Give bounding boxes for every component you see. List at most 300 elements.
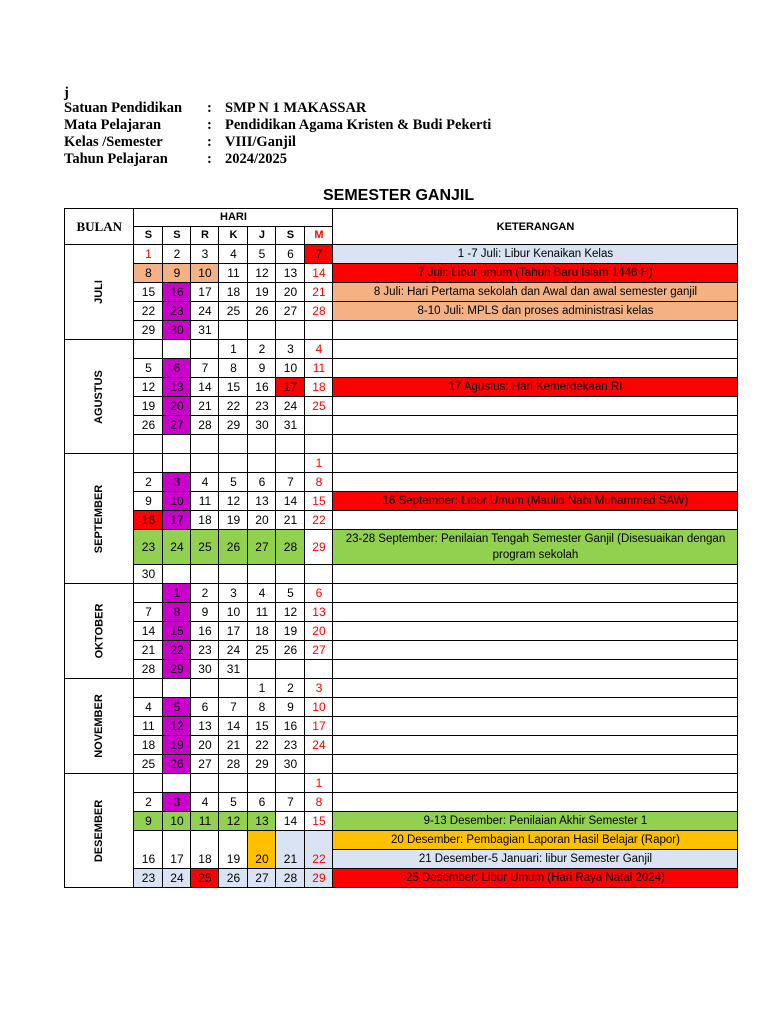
day-cell <box>219 321 248 340</box>
day-cell: 4 <box>305 340 333 359</box>
table-row <box>65 302 738 321</box>
day-cell <box>134 774 163 793</box>
table-row <box>65 473 738 492</box>
day-cell <box>191 831 219 869</box>
day-cell <box>276 565 305 584</box>
table-row <box>65 359 738 378</box>
header-value: SMP N 1 MAKASSAR <box>225 100 367 116</box>
day-cell: 19 <box>248 283 276 302</box>
table-row <box>65 397 738 416</box>
day-header: S <box>163 227 191 245</box>
day-cell: 4 <box>219 245 248 264</box>
day-cell <box>219 565 248 584</box>
day-cell <box>219 435 248 454</box>
day-cell: 14 <box>191 378 219 397</box>
day-cell: 22 <box>163 641 191 660</box>
note-cell <box>333 622 738 641</box>
bulan-header: BULAN <box>65 209 134 245</box>
day-cell <box>248 321 276 340</box>
day-cell: 19 <box>163 736 191 755</box>
note-cell <box>333 584 738 603</box>
note-cell <box>333 416 738 435</box>
table-row <box>65 416 738 435</box>
note-cell: 21 Desember-5 Januari: libur Semester Ganjil <box>333 850 738 869</box>
day-cell <box>276 660 305 679</box>
note-cell <box>333 321 738 340</box>
day-cell: 29 <box>134 321 163 340</box>
day-cell: 4 <box>248 584 276 603</box>
note-cell: 8 Juli: Hari Pertama sekolah dan Awal dan awal semester ganjil <box>333 283 738 302</box>
header-sep: : <box>207 100 212 116</box>
day-header: J <box>248 227 276 245</box>
table-row <box>65 565 738 584</box>
day-cell: 14 <box>276 492 305 511</box>
month-label <box>65 584 134 679</box>
day-cell: 29 <box>248 755 276 774</box>
day-cell: 5 <box>219 473 248 492</box>
day-cell: 5 <box>134 359 163 378</box>
hari-header: HARI <box>134 209 333 227</box>
day-cell <box>134 435 163 454</box>
note-cell <box>333 793 738 812</box>
table-row <box>65 340 738 359</box>
day-number: 17 <box>170 852 184 866</box>
note-cell <box>333 679 738 698</box>
day-cell: 25 <box>219 302 248 321</box>
header-marker: j <box>64 85 69 101</box>
table-row <box>65 831 738 850</box>
table-row <box>65 774 738 793</box>
day-cell <box>305 416 333 435</box>
day-cell: 1 <box>134 245 163 264</box>
month-name: JULI <box>93 280 106 304</box>
month-label <box>65 454 134 584</box>
day-cell: 28 <box>276 530 305 565</box>
header-sep: : <box>207 117 212 133</box>
header-label: Tahun Pelajaran <box>64 151 168 167</box>
day-cell: 23 <box>191 641 219 660</box>
day-cell: 21 <box>305 283 333 302</box>
day-cell <box>219 454 248 473</box>
day-cell: 27 <box>248 869 276 888</box>
header-row-mapel <box>64 117 491 134</box>
day-cell: 17 <box>191 283 219 302</box>
header-value: VIII/Ganjil <box>225 134 296 150</box>
day-cell: 13 <box>248 812 276 831</box>
day-cell: 8 <box>134 264 163 283</box>
note-cell <box>333 660 738 679</box>
day-cell: 10 <box>219 603 248 622</box>
day-cell: 17 <box>163 511 191 530</box>
day-cell: 12 <box>248 264 276 283</box>
month-label <box>65 679 134 774</box>
day-cell: 26 <box>163 755 191 774</box>
day-cell: 31 <box>191 321 219 340</box>
day-cell: 18 <box>305 378 333 397</box>
day-cell: 23 <box>134 530 163 565</box>
table-row <box>65 530 738 565</box>
day-cell <box>248 565 276 584</box>
day-cell: 19 <box>134 397 163 416</box>
day-cell <box>163 679 191 698</box>
day-cell: 30 <box>134 565 163 584</box>
day-cell: 10 <box>305 698 333 717</box>
day-cell: 14 <box>305 264 333 283</box>
day-cell: 27 <box>191 755 219 774</box>
header-sep: : <box>207 134 212 150</box>
note-cell: 16 September: Libur Umum (Maulid Nabi Muhammad SAW) <box>333 492 738 511</box>
day-cell <box>163 454 191 473</box>
day-cell: 30 <box>276 755 305 774</box>
table-row <box>65 755 738 774</box>
day-cell: 5 <box>276 584 305 603</box>
day-cell: 9 <box>276 698 305 717</box>
day-cell: 9 <box>163 264 191 283</box>
day-cell: 27 <box>163 416 191 435</box>
day-cell <box>134 679 163 698</box>
day-cell: 9 <box>248 359 276 378</box>
day-cell <box>163 831 191 869</box>
day-cell: 10 <box>191 264 219 283</box>
day-cell: 26 <box>219 869 248 888</box>
day-cell: 22 <box>134 302 163 321</box>
table-row <box>65 717 738 736</box>
header-value: Pendidikan Agama Kristen & Budi Pekerti <box>225 117 492 133</box>
note-cell <box>333 397 738 416</box>
day-cell: 7 <box>276 793 305 812</box>
table-row <box>65 660 738 679</box>
day-cell: 29 <box>305 869 333 888</box>
day-cell: 3 <box>276 340 305 359</box>
day-cell: 2 <box>163 245 191 264</box>
day-cell: 7 <box>191 359 219 378</box>
day-cell <box>163 565 191 584</box>
table-row <box>65 454 738 473</box>
day-cell: 29 <box>305 530 333 565</box>
day-cell: 21 <box>191 397 219 416</box>
day-number: 16 <box>141 852 156 866</box>
day-cell <box>276 321 305 340</box>
day-cell <box>305 435 333 454</box>
day-cell: 3 <box>305 679 333 698</box>
day-cell: 8 <box>163 603 191 622</box>
note-cell: 9-13 Desember: Penilaian Akhir Semester 1 <box>333 812 738 831</box>
day-cell: 2 <box>134 473 163 492</box>
day-cell: 15 <box>134 283 163 302</box>
day-cell <box>134 831 163 869</box>
table-row <box>65 492 738 511</box>
month-name: SEPTEMBER <box>93 484 106 553</box>
day-cell: 23 <box>134 869 163 888</box>
table-row <box>65 641 738 660</box>
table-row <box>65 435 738 454</box>
note-cell <box>333 603 738 622</box>
day-cell: 1 <box>219 340 248 359</box>
day-cell: 12 <box>134 378 163 397</box>
note-cell: 20 Desember: Pembagian Laporan Hasil Belajar (Rapor) <box>333 831 738 850</box>
day-cell: 24 <box>163 530 191 565</box>
day-cell <box>134 340 163 359</box>
day-cell: 8 <box>219 359 248 378</box>
day-cell: 30 <box>163 321 191 340</box>
day-cell: 11 <box>219 264 248 283</box>
day-cell: 28 <box>134 660 163 679</box>
note-cell <box>333 340 738 359</box>
day-cell: 26 <box>276 641 305 660</box>
table-row <box>65 793 738 812</box>
day-cell: 9 <box>134 492 163 511</box>
day-header: S <box>134 227 163 245</box>
day-cell <box>248 435 276 454</box>
day-header: S <box>276 227 305 245</box>
day-cell: 6 <box>305 584 333 603</box>
table-row <box>65 698 738 717</box>
day-cell: 2 <box>191 584 219 603</box>
day-cell: 10 <box>276 359 305 378</box>
day-cell: 20 <box>305 622 333 641</box>
month-name: NOVEMBER <box>93 694 106 758</box>
note-cell <box>333 755 738 774</box>
day-cell: 26 <box>134 416 163 435</box>
day-cell: 8 <box>248 698 276 717</box>
day-cell: 20 <box>191 736 219 755</box>
day-header: R <box>191 227 219 245</box>
header-label: Kelas /Semester <box>64 134 163 150</box>
day-cell: 12 <box>163 717 191 736</box>
day-cell <box>248 660 276 679</box>
day-cell: 6 <box>248 793 276 812</box>
day-cell <box>276 435 305 454</box>
day-cell: 20 <box>276 283 305 302</box>
day-cell: 17 <box>305 717 333 736</box>
day-number: 18 <box>198 852 212 866</box>
day-cell: 30 <box>191 660 219 679</box>
day-cell: 8 <box>305 473 333 492</box>
day-cell: 21 <box>134 641 163 660</box>
day-cell: 27 <box>305 641 333 660</box>
document-header <box>64 86 491 168</box>
day-cell: 1 <box>305 774 333 793</box>
table-row <box>65 283 738 302</box>
day-cell: 2 <box>134 793 163 812</box>
table-row <box>65 245 738 264</box>
day-cell <box>305 660 333 679</box>
table-row <box>65 736 738 755</box>
day-cell <box>163 340 191 359</box>
table-row <box>65 679 738 698</box>
keterangan-header: KETERANGAN <box>333 209 738 245</box>
day-cell: 25 <box>191 869 219 888</box>
day-cell <box>305 321 333 340</box>
day-cell: 11 <box>191 812 219 831</box>
day-cell: 11 <box>134 717 163 736</box>
day-cell: 27 <box>276 302 305 321</box>
day-cell: 11 <box>305 359 333 378</box>
day-cell <box>305 831 333 869</box>
day-cell: 22 <box>248 736 276 755</box>
day-cell <box>191 774 219 793</box>
day-cell: 1 <box>163 584 191 603</box>
day-cell: 7 <box>219 698 248 717</box>
day-cell <box>191 340 219 359</box>
day-cell <box>276 774 305 793</box>
header-label: Satuan Pendidikan <box>64 100 183 116</box>
day-cell: 2 <box>248 340 276 359</box>
note-cell: 17 Agustus: Hari Kemerdekaan RI <box>333 378 738 397</box>
day-cell: 11 <box>248 603 276 622</box>
day-cell <box>219 679 248 698</box>
table-row <box>65 869 738 888</box>
day-cell <box>248 774 276 793</box>
day-cell: 29 <box>219 416 248 435</box>
day-cell: 15 <box>163 622 191 641</box>
day-cell <box>248 831 276 869</box>
month-name: DESEMBER <box>93 799 106 862</box>
day-cell: 2 <box>276 679 305 698</box>
day-cell: 18 <box>248 622 276 641</box>
day-cell: 23 <box>163 302 191 321</box>
day-cell: 12 <box>219 812 248 831</box>
day-cell: 16 <box>276 717 305 736</box>
day-header: K <box>219 227 248 245</box>
page-title: SEMESTER GANJIL <box>323 187 475 204</box>
day-cell: 22 <box>305 511 333 530</box>
day-cell: 24 <box>191 302 219 321</box>
day-cell: 16 <box>134 511 163 530</box>
day-header-sunday: M <box>305 227 333 245</box>
note-cell <box>333 736 738 755</box>
day-cell <box>134 454 163 473</box>
day-cell: 31 <box>276 416 305 435</box>
calendar-table <box>64 208 738 888</box>
day-cell <box>276 454 305 473</box>
note-cell <box>333 565 738 584</box>
day-cell: 25 <box>305 397 333 416</box>
day-number: 20 <box>255 852 269 866</box>
day-cell: 6 <box>248 473 276 492</box>
day-cell <box>163 774 191 793</box>
day-cell: 15 <box>305 492 333 511</box>
table-row <box>65 321 738 340</box>
day-cell: 24 <box>276 397 305 416</box>
header-value: 2024/2025 <box>225 151 288 167</box>
day-cell: 13 <box>191 717 219 736</box>
day-cell: 15 <box>248 717 276 736</box>
day-cell: 4 <box>191 473 219 492</box>
day-cell: 11 <box>191 492 219 511</box>
day-cell: 16 <box>163 283 191 302</box>
note-cell <box>333 774 738 793</box>
day-number: 22 <box>312 852 326 866</box>
month-label <box>65 774 134 888</box>
day-cell: 28 <box>191 416 219 435</box>
day-cell: 26 <box>248 302 276 321</box>
day-cell <box>191 454 219 473</box>
day-cell: 21 <box>219 736 248 755</box>
day-cell: 4 <box>191 793 219 812</box>
note-cell <box>333 698 738 717</box>
day-cell: 13 <box>163 378 191 397</box>
day-cell: 3 <box>163 473 191 492</box>
day-cell: 6 <box>163 359 191 378</box>
day-cell: 24 <box>305 736 333 755</box>
day-cell <box>219 774 248 793</box>
table-row <box>65 622 738 641</box>
note-cell <box>333 511 738 530</box>
day-number: 19 <box>226 852 241 866</box>
day-cell: 4 <box>134 698 163 717</box>
table-row <box>65 812 738 831</box>
header-info-table <box>64 100 491 168</box>
day-cell: 18 <box>191 511 219 530</box>
header-label: Mata Pelajaran <box>64 117 162 133</box>
day-cell: 25 <box>248 641 276 660</box>
day-cell: 19 <box>276 622 305 641</box>
day-cell: 19 <box>219 511 248 530</box>
day-cell: 28 <box>305 302 333 321</box>
day-cell: 17 <box>276 378 305 397</box>
day-cell: 22 <box>219 397 248 416</box>
day-cell: 3 <box>163 793 191 812</box>
day-cell: 14 <box>134 622 163 641</box>
day-cell: 25 <box>134 755 163 774</box>
day-cell: 23 <box>276 736 305 755</box>
day-cell: 24 <box>219 641 248 660</box>
day-cell <box>248 454 276 473</box>
note-cell: 8-10 Juli: MPLS dan proses administrasi kelas <box>333 302 738 321</box>
month-label <box>65 340 134 454</box>
day-cell: 3 <box>219 584 248 603</box>
header-row-satuan <box>64 100 491 117</box>
day-cell: 30 <box>248 416 276 435</box>
day-cell <box>219 831 248 869</box>
day-cell: 27 <box>248 530 276 565</box>
day-cell: 16 <box>191 622 219 641</box>
note-cell <box>333 717 738 736</box>
day-cell: 23 <box>248 397 276 416</box>
table-row <box>65 264 738 283</box>
day-cell: 10 <box>163 812 191 831</box>
note-cell: 23-28 September: Penilaian Tengah Semester Ganjil (Disesuaikan dengan program sekolah <box>333 530 738 565</box>
day-cell: 7 <box>276 473 305 492</box>
day-cell: 5 <box>248 245 276 264</box>
table-row <box>65 584 738 603</box>
day-cell <box>276 831 305 869</box>
day-cell: 26 <box>219 530 248 565</box>
day-cell: 7 <box>134 603 163 622</box>
day-cell: 13 <box>248 492 276 511</box>
header-row-kelas <box>64 134 491 151</box>
day-cell: 10 <box>163 492 191 511</box>
day-cell: 1 <box>305 454 333 473</box>
day-cell: 8 <box>305 793 333 812</box>
day-cell: 13 <box>305 603 333 622</box>
day-cell: 9 <box>134 812 163 831</box>
day-cell <box>191 565 219 584</box>
day-cell: 5 <box>219 793 248 812</box>
table-row <box>65 603 738 622</box>
day-cell: 24 <box>163 869 191 888</box>
day-cell <box>191 679 219 698</box>
day-cell <box>191 435 219 454</box>
day-cell: 14 <box>276 812 305 831</box>
day-cell: 3 <box>191 245 219 264</box>
day-cell <box>305 755 333 774</box>
note-cell <box>333 359 738 378</box>
note-cell <box>333 454 738 473</box>
day-cell: 17 <box>219 622 248 641</box>
day-number: 21 <box>283 852 298 866</box>
